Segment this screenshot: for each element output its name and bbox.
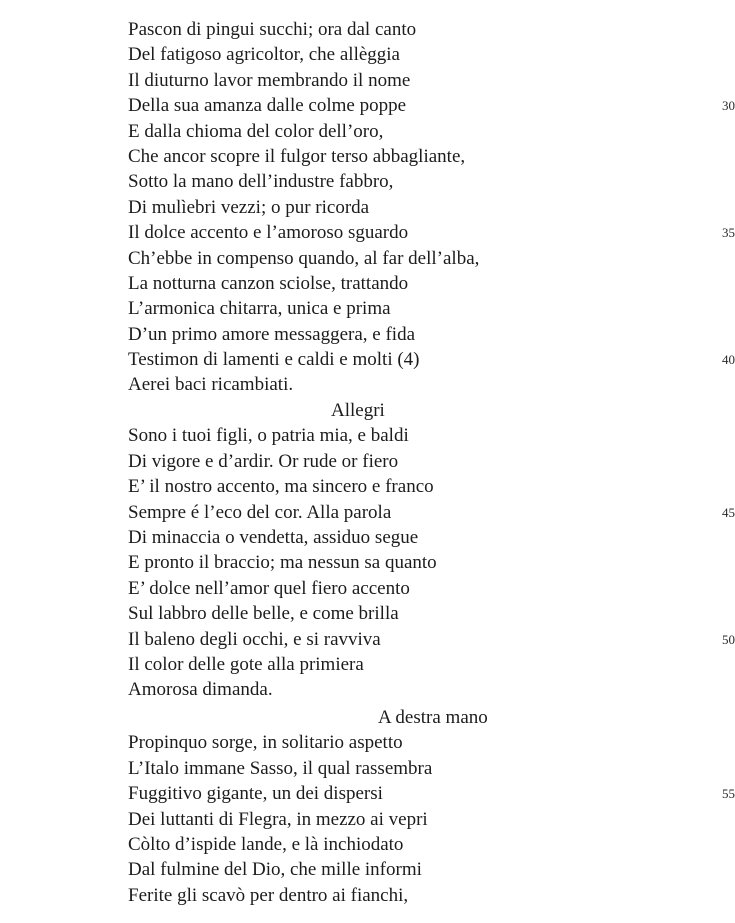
verse-line [128, 576, 648, 601]
verse-line [128, 601, 648, 626]
verse-line [128, 449, 648, 474]
verse-text: Di vigore e d’ardir. Or rude or fiero [128, 450, 399, 472]
verse-text: Sempre é l’eco del cor. Alla parola [128, 501, 392, 523]
verse-text: Fuggitivo gigante, un dei dispersi [128, 783, 383, 805]
verse-line [128, 398, 648, 423]
verse-text: Propinquo sorge, in solitario aspetto [128, 732, 403, 754]
verse-line [128, 832, 648, 857]
verse-line [128, 807, 648, 832]
verse-line [128, 271, 648, 296]
verse-line [128, 93, 735, 118]
verse-text: Sotto la mano dell’industre fabbro, [128, 171, 394, 193]
verse-line [128, 220, 735, 245]
verse-text: Ch’ebbe in compenso quando, al far dell’alba, [128, 247, 480, 269]
verse-text: Allegri [331, 400, 385, 421]
verse-text: Della sua amanza dalle colme poppe [128, 95, 407, 117]
line-number: 55 [722, 786, 735, 802]
verse-line [128, 550, 648, 575]
verse-text: Il color delle gote alla primiera [128, 653, 364, 675]
verse-text: Di minaccia o vendetta, assiduo segue [128, 526, 419, 548]
verse-line [128, 296, 648, 321]
verse-text: Sono i tuoi figli, o patria mia, e baldi [128, 425, 409, 447]
stanza-2 [128, 398, 735, 703]
verse-text: Di mulìebri vezzi; o pur ricorda [128, 196, 370, 218]
verse-line [128, 781, 735, 806]
stanza-1 [128, 17, 735, 398]
verse-text: E’ dolce nell’amor quel fiero accento [128, 577, 410, 599]
verse-line [128, 883, 648, 908]
verse-text: Il baleno degli occhi, e si ravviva [128, 628, 381, 650]
verse-line [128, 730, 648, 755]
verse-line [128, 246, 648, 271]
stanza-3 [128, 705, 735, 908]
verse-text: Ferite gli scavò per dentro ai fianchi, [128, 884, 409, 906]
verse-text: Aerei baci ricambiati. [128, 374, 294, 396]
verse-text: Testimon di lamenti e caldi e molti (4) [128, 349, 420, 371]
verse-line [128, 474, 648, 499]
verse-text: Còlto d’ispide lande, e là inchiodato [128, 833, 404, 855]
verse-line [128, 627, 735, 652]
verse-text: D’un primo amore messaggera, e fida [128, 323, 416, 345]
verse-text: E dalla chioma del color dell’oro, [128, 120, 384, 142]
line-number: 40 [722, 352, 735, 368]
verse-line [128, 677, 648, 702]
verse-line [128, 705, 648, 730]
verse-line [128, 652, 648, 677]
verse-text: E’ il nostro accento, ma sincero e franco [128, 476, 434, 498]
verse-text: Il dolce accento e l’amoroso sguardo [128, 222, 409, 244]
verse-text: Dei luttanti di Flegra, in mezzo ai vepri [128, 808, 428, 830]
verse-line [128, 42, 648, 67]
verse-line [128, 119, 648, 144]
verse-line [128, 500, 735, 525]
line-number: 50 [722, 631, 735, 647]
verse-line [128, 347, 735, 372]
verse-text: Dal fulmine del Dio, che mille informi [128, 859, 422, 881]
verse-text: Amorosa dimanda. [128, 679, 273, 701]
verse-text: Del fatigoso agricoltor, che allèggia [128, 44, 400, 66]
verse-text: Che ancor scopre il fulgor terso abbagliante, [128, 145, 466, 167]
verse-line [128, 525, 648, 550]
verse-text: A destra mano [378, 707, 488, 728]
verse-text: La notturna canzon sciolse, trattando [128, 272, 409, 294]
line-number: 30 [722, 98, 735, 114]
verse-text: Sul labbro delle belle, e come brilla [128, 603, 399, 625]
verse-line [128, 169, 648, 194]
verse-line [128, 144, 648, 169]
line-number: 35 [722, 225, 735, 241]
verse-line [128, 322, 648, 347]
verse-line [128, 857, 648, 882]
verse-text: L’Italo immane Sasso, il qual rassembra [128, 757, 433, 779]
line-number: 45 [722, 504, 735, 520]
verse-line [128, 195, 648, 220]
verse-text: Pascon di pingui succhi; ora dal canto [128, 19, 417, 40]
verse-line [128, 756, 648, 781]
verse-line [128, 68, 648, 93]
verse-text: L’armonica chitarra, unica e prima [128, 298, 391, 320]
verse-text: E pronto il braccio; ma nessun sa quanto [128, 552, 437, 574]
verse-line [128, 17, 648, 42]
verse-text: Il diuturno lavor membrando il nome [128, 69, 411, 91]
verse-line [128, 372, 648, 397]
verse-line [128, 423, 648, 448]
